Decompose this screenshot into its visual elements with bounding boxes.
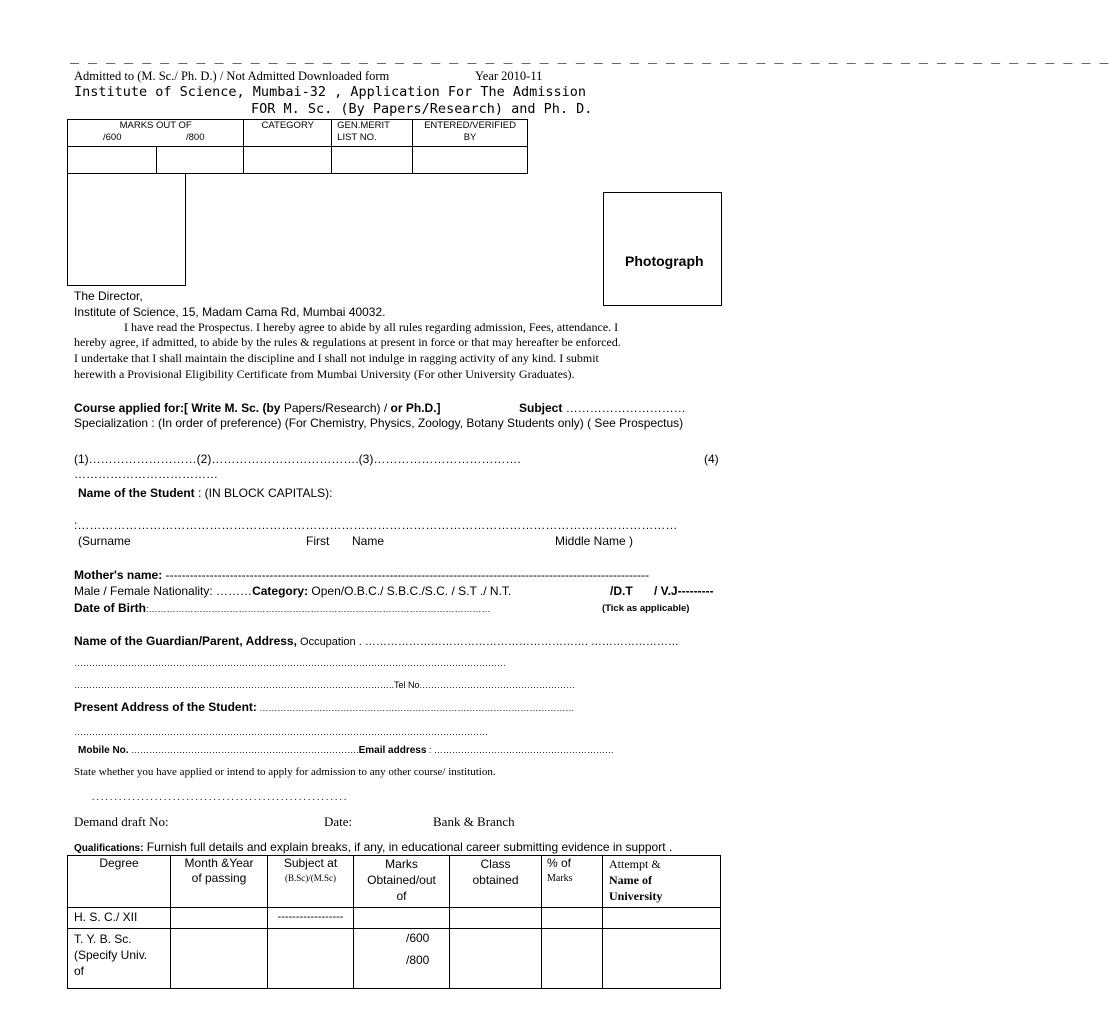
present-address-line2[interactable]: ………………………………………………………………………………………………………………………… (74, 727, 488, 737)
course-applied-row (74, 401, 441, 415)
table-row (68, 908, 721, 929)
preference-fields[interactable]: (1)………………………(2)……………………………….(3)………………………………. (74, 452, 521, 466)
category-cell[interactable] (244, 147, 332, 174)
tybsc-marks-600: /600 (406, 931, 430, 945)
signature-box[interactable] (67, 173, 186, 286)
entered-verified-header: ENTERED/VERIFIED (424, 120, 516, 131)
hsc-class-cell[interactable] (450, 908, 542, 929)
category-options[interactable]: Open/O.B.C./ S.B.C./S.C. / S.T ./ N.T. (308, 584, 512, 598)
class-header: Class (480, 857, 511, 871)
declaration-line3: I undertake that I shall maintain the discipline and I shall not indulge in ragging activity of any kind. I submit (74, 351, 599, 365)
photograph-label: Photograph (625, 253, 704, 269)
gen-merit-cell[interactable] (332, 147, 413, 174)
marks-600-label: /600 (103, 132, 122, 143)
declaration-line1: I have read the Prospectus. I hereby agree to abide by all rules regarding admission, Fees, attendance. I (124, 320, 619, 334)
hsc-subject: ------------------ (277, 911, 344, 923)
category-dt[interactable]: /D.T (610, 584, 633, 598)
bsc-msc-header: (B.Sc)/(M.Sc) (285, 873, 336, 883)
other-course-question: State whether you have applied or intend to apply for admission to any other course/ institution. (74, 766, 496, 778)
bank-branch-label: Bank & Branch (433, 814, 515, 829)
course-phd: or Ph.D.] (390, 401, 441, 415)
qualifications-table (67, 855, 721, 989)
category-label: Category: (252, 584, 309, 598)
photograph-box[interactable] (603, 192, 722, 306)
form-title-line1: Institute of Science, Mumbai-32 , Application For The Admission (74, 84, 587, 100)
mother-name-field[interactable]: ------------------------------------------------------------------------------------------------------------------------- (162, 568, 650, 582)
declaration-line4: herewith a Provisional Eligibility Certificate from Mumbai University (For other University Graduates). (74, 367, 575, 381)
dob-field[interactable]: :…………………………………………………………………………………………………… (146, 604, 491, 614)
guardian-row[interactable] (74, 634, 679, 648)
qualifications-instruction: Furnish full details and explain breaks, if any, in educational career submitting evidence in support . (143, 840, 673, 854)
hsc-university-cell[interactable] (603, 908, 721, 929)
form-year: Year 2010-11 (475, 69, 543, 83)
name-label: Name (352, 534, 385, 548)
guardian-address-line3[interactable] (74, 680, 575, 690)
student-name-field[interactable]: :…………………………………………………………………………………………………………………………………… (74, 518, 678, 532)
tybsc-subject-cell[interactable] (268, 929, 354, 989)
guardian-label: Name of the Guardian/Parent, Address, (74, 634, 297, 648)
mobile-field[interactable]: …………………………………………………………………. (128, 745, 359, 755)
present-address-label: Present Address of the Student: (74, 700, 257, 714)
office-use-table (67, 119, 528, 174)
tick-note: (Tick as applicable) (602, 603, 690, 614)
form-title-line2: FOR M. Sc. (By Papers/Research) and Ph. D. (251, 101, 593, 117)
marks-header: Marks (385, 857, 418, 871)
mother-name-row[interactable] (74, 568, 649, 582)
by-header: BY (463, 132, 477, 143)
of-header: of (396, 889, 407, 903)
student-name-label: Name of the Student (78, 486, 195, 500)
category-vj[interactable]: / V.J--------- (654, 584, 714, 598)
student-name-hint: : (IN BLOCK CAPITALS): (194, 486, 333, 500)
email-label: Email address (358, 745, 427, 756)
table-row (68, 929, 721, 989)
marks-600-cell[interactable] (68, 147, 157, 174)
tybsc-marks-cell[interactable] (354, 929, 450, 989)
marks-800-label: /800 (186, 132, 205, 143)
attempt-header: Attempt & (609, 857, 661, 871)
subject-header: Subject at (283, 856, 338, 870)
surname-label: (Surname (78, 534, 131, 548)
director-salutation: The Director, (74, 289, 143, 303)
preference-4-label: (4) (704, 452, 719, 466)
hsc-degree: H. S. C./ XII (74, 910, 138, 924)
demand-draft-label: Demand draft No: (74, 814, 169, 829)
class-obtained-header: obtained (472, 873, 519, 887)
other-course-field[interactable]: . . . . . . . . . . . . . . . . . . . . . . . . . . . . . . . . . . . . . . . . . . . . . . . . . . . . . . . . . (92, 792, 347, 802)
specify-univ: (Specify Univ. (74, 948, 148, 962)
occupation-field[interactable]: Occupation . ……………………………………………………. …………………… (296, 636, 679, 648)
tybsc-class-cell[interactable] (450, 929, 542, 989)
name-of-header: Name of (609, 873, 652, 887)
mobile-label: Mobile No. (78, 745, 129, 756)
dob-label: Date of Birth (74, 601, 146, 615)
passing-header: of passing (191, 871, 247, 885)
student-name-row (78, 486, 332, 500)
hsc-percent-cell[interactable] (542, 908, 603, 929)
university-header: University (609, 889, 663, 903)
tybsc-degree: T. Y. B. Sc. (74, 932, 132, 946)
first-label: First (306, 534, 330, 548)
gender-nationality[interactable]: Male / Female Nationality: ……… (74, 584, 253, 598)
percent-header: % of (547, 856, 572, 870)
middle-name-label: Middle Name ) (555, 534, 634, 548)
dash-separator: _ _ _ _ _ _ _ _ _ _ _ _ _ _ _ _ _ _ _ _ _ _ _ _ _ _ _ _ _ _ _ _ _ _ _ _ _ _ _ _ _ _ _ _ _ _ _ _ _ _ _ _ _ _ _ _ _ _ (70, 46, 1109, 64)
tybsc-university-cell[interactable] (603, 929, 721, 989)
obtained-out-header: Obtained/out (367, 873, 436, 887)
email-field[interactable]: : …………………………………………………… (426, 745, 614, 755)
mother-name-label: Mother's name: (74, 568, 163, 582)
qualifications-label: Qualifications: (74, 843, 144, 854)
declaration-line2: hereby agree, if admitted, to abide by the rules & regulations at present in force or that may hereafter be enforced. (74, 335, 621, 349)
marks-out-of-label: MARKS OUT OF (119, 120, 192, 131)
hsc-marks-cell[interactable] (354, 908, 450, 929)
institute-address: Institute of Science, 15, Madam Cama Rd, Mumbai 40032. (74, 305, 386, 319)
degree-header: Degree (99, 856, 139, 870)
specialization-label: Specialization : (In order of preference) (For Chemistry, Physics, Zoology, Botany Students only) ( See Prospectus) (74, 416, 684, 430)
month-year-header: Month &Year (184, 856, 254, 870)
preference-4-field[interactable]: ……………………………… (74, 467, 218, 481)
entered-verified-cell[interactable] (413, 147, 528, 174)
gender-nationality-row[interactable] (74, 584, 511, 598)
qualifications-row (74, 840, 672, 854)
subject-label: Subject (519, 401, 563, 415)
qualifications-header-row (68, 856, 721, 908)
tybsc-marks-800: /800 (406, 953, 430, 967)
tel-field[interactable]: …………………………………………… (422, 680, 576, 690)
marks-800-cell[interactable] (156, 147, 244, 174)
date-label: Date: (324, 814, 353, 829)
contact-row[interactable] (78, 745, 614, 756)
subject-field[interactable]: ………………………… (565, 401, 686, 415)
category-header: CATEGORY (261, 120, 314, 131)
specify-of: of (74, 964, 85, 978)
guardian-address-line2[interactable]: ……………………………………………………………………………………………………………………………… (74, 658, 506, 668)
admission-status-line: Admitted to (M. Sc./ Ph. D.) / Not Admitted Downloaded form (74, 69, 390, 83)
subject-row[interactable] (519, 401, 686, 415)
course-option: Papers/Research) / (283, 401, 391, 415)
list-no-header: LIST NO. (337, 132, 377, 143)
hsc-month-cell[interactable] (171, 908, 268, 929)
course-label: Course applied for:[ Write M. Sc. (by (74, 401, 284, 415)
tel-label: Tel No. (394, 680, 423, 690)
percent-marks-header: Marks (547, 873, 573, 884)
gen-merit-header: GEN.MERIT (337, 120, 390, 131)
present-address-row[interactable] (74, 700, 574, 714)
tybsc-percent-cell[interactable] (542, 929, 603, 989)
tybsc-month-cell[interactable] (171, 929, 268, 989)
dob-row[interactable] (74, 601, 491, 615)
guardian-address-dots[interactable]: …………………………………………………………………………………………….. (74, 680, 395, 690)
present-address-field[interactable]: …………………………………………………………………………………………… (256, 703, 575, 713)
